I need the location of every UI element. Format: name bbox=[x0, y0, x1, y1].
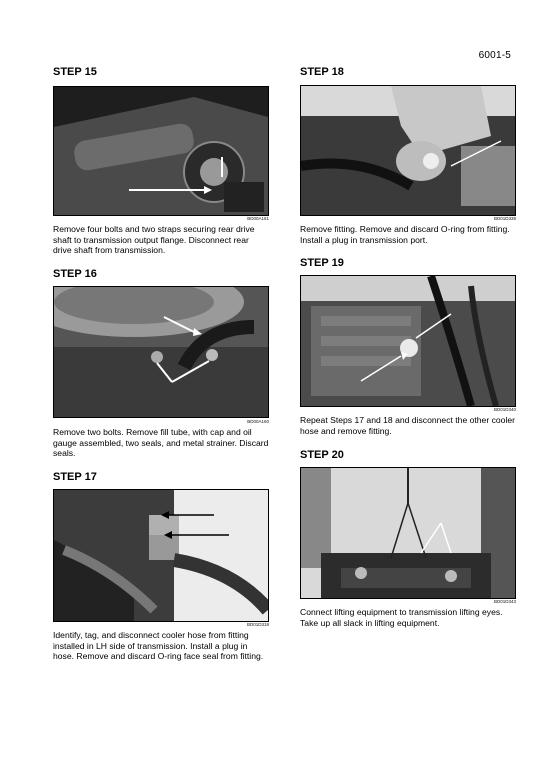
step-19-photo-code: BD01D340 bbox=[493, 407, 516, 412]
step-20-caption: Connect lifting equipment to transmission lifting eyes. Take up all slack in lifting equipment. bbox=[300, 607, 503, 628]
step-20-photo-code: BD01D343 bbox=[493, 599, 516, 604]
step-18-photo bbox=[300, 85, 516, 216]
step-16-photo bbox=[53, 286, 269, 418]
step-15-heading: STEP 15 bbox=[53, 66, 97, 78]
step-17-photo-code: BD01D318 bbox=[246, 622, 269, 627]
step-15-photo bbox=[53, 86, 269, 216]
step-17-photo bbox=[53, 489, 269, 622]
step-17-caption: Identify, tag, and disconnect cooler hose from fitting installed in LH side of transmission. Install a plug in hose. Remove and discard O-ring face seal from fitting. bbox=[53, 630, 264, 662]
step-19-caption: Repeat Steps 17 and 18 and disconnect the other cooler hose and remove fitting. bbox=[300, 415, 515, 436]
step-17-heading: STEP 17 bbox=[53, 471, 97, 483]
step-15-caption: Remove four bolts and two straps securing rear drive shaft to transmission output flange. Disconnect rear drive shaft from transmission. bbox=[53, 224, 255, 256]
step-15-photo-code: BD00A161 bbox=[247, 216, 269, 221]
page-number: 6001-5 bbox=[478, 50, 511, 61]
step-18-caption: Remove fitting. Remove and discard O-ring from fitting. Install a plug in transmission port. bbox=[300, 224, 510, 245]
step-16-photo-code: BD00A160 bbox=[247, 419, 269, 424]
step-18-photo-code: BD01D339 bbox=[493, 216, 516, 221]
step-20-heading: STEP 20 bbox=[300, 449, 344, 461]
step-19-heading: STEP 19 bbox=[300, 257, 344, 269]
step-19-photo bbox=[300, 275, 516, 407]
step-16-heading: STEP 16 bbox=[53, 268, 97, 280]
step-18-heading: STEP 18 bbox=[300, 66, 344, 78]
step-20-photo bbox=[300, 467, 516, 599]
step-16-caption: Remove two bolts. Remove fill tube, with cap and oil gauge assembled, two seals, and metal strainer. Discard seals. bbox=[53, 427, 269, 459]
